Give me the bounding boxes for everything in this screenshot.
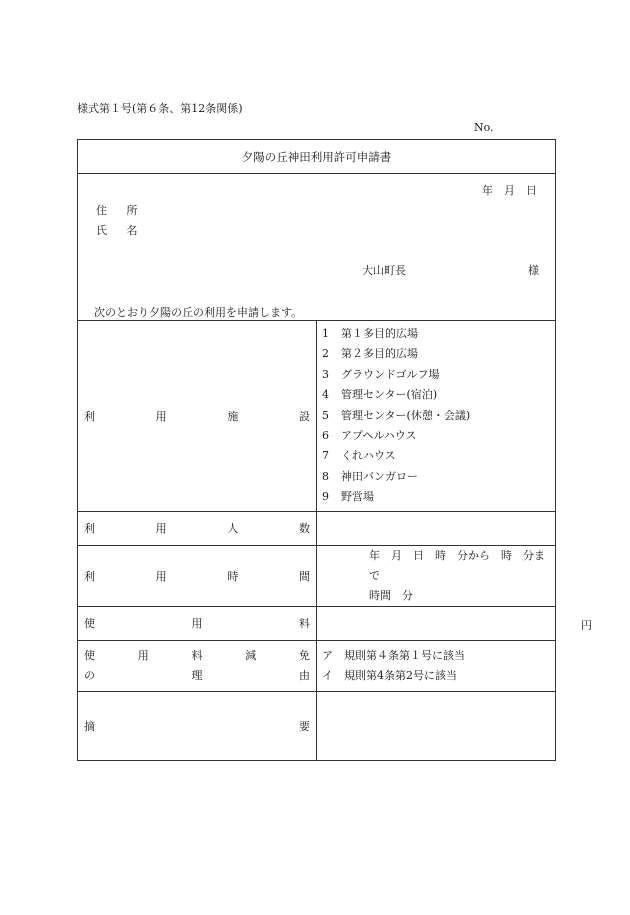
users-count-label: 利用人数 [78, 511, 317, 545]
fee-reduction-label: 使用料減免 の 理 由 [78, 640, 317, 691]
application-form-table [77, 139, 592, 761]
name-label: 氏 名 [96, 224, 146, 237]
facilities-list [322, 324, 555, 508]
form-number-label: No. [474, 121, 494, 134]
usage-time-duration: 時間 分 [369, 588, 413, 602]
usage-time-field[interactable] [317, 545, 556, 606]
facilities-label: 利用施設 [78, 321, 317, 512]
form-reference: 様式第１号(第６条、第12条関係) [77, 102, 243, 115]
addressee: 大山町長 [362, 264, 406, 277]
fee-unit: 円 [581, 618, 592, 632]
facility-item[interactable]: 5 管理センター(休憩・会議) [322, 408, 471, 422]
facility-item[interactable]: 1 第１多目的広場 [322, 327, 418, 340]
request-statement: 次のとおり夕陽の丘の利用を申請します。 [94, 306, 303, 319]
applicant-section[interactable] [78, 174, 556, 321]
usage-time-label: 利用時間 [78, 545, 317, 606]
reduction-option[interactable]: イ 規則第4条第2号に該当 [322, 668, 457, 682]
reduction-option[interactable]: ア 規則第４条第１号に該当 [322, 648, 465, 662]
facility-item[interactable]: 3 グラウンドゴルフ場 [322, 367, 440, 381]
fee-reduction-options[interactable] [317, 640, 556, 691]
fee-label: 使用料 [78, 606, 317, 640]
facility-item[interactable]: 8 神田バンガロー [322, 469, 418, 483]
users-count-field[interactable] [317, 511, 556, 545]
date-field[interactable]: 年 月 日 [482, 184, 537, 197]
form-title: 夕陽の丘神田利用許可申請書 [78, 140, 556, 174]
facility-item[interactable]: 7 くれハウス [322, 449, 396, 463]
fee-field[interactable] [317, 606, 592, 640]
facility-item[interactable]: 9 野営場 [322, 490, 374, 504]
remarks-field[interactable] [317, 691, 556, 760]
honorific: 様 [528, 264, 539, 277]
address-label: 住 所 [96, 204, 146, 217]
facility-item[interactable]: 2 第２多目的広場 [322, 347, 418, 361]
facility-item[interactable]: 6 アプヘルハウス [322, 428, 417, 442]
usage-time-range: 年 月 日 時 分から 時 分まで [369, 548, 545, 582]
remarks-label: 摘要 [78, 691, 317, 760]
facility-item[interactable]: 4 管理センター(宿泊) [322, 388, 438, 402]
facilities-list-cell[interactable] [317, 321, 556, 512]
